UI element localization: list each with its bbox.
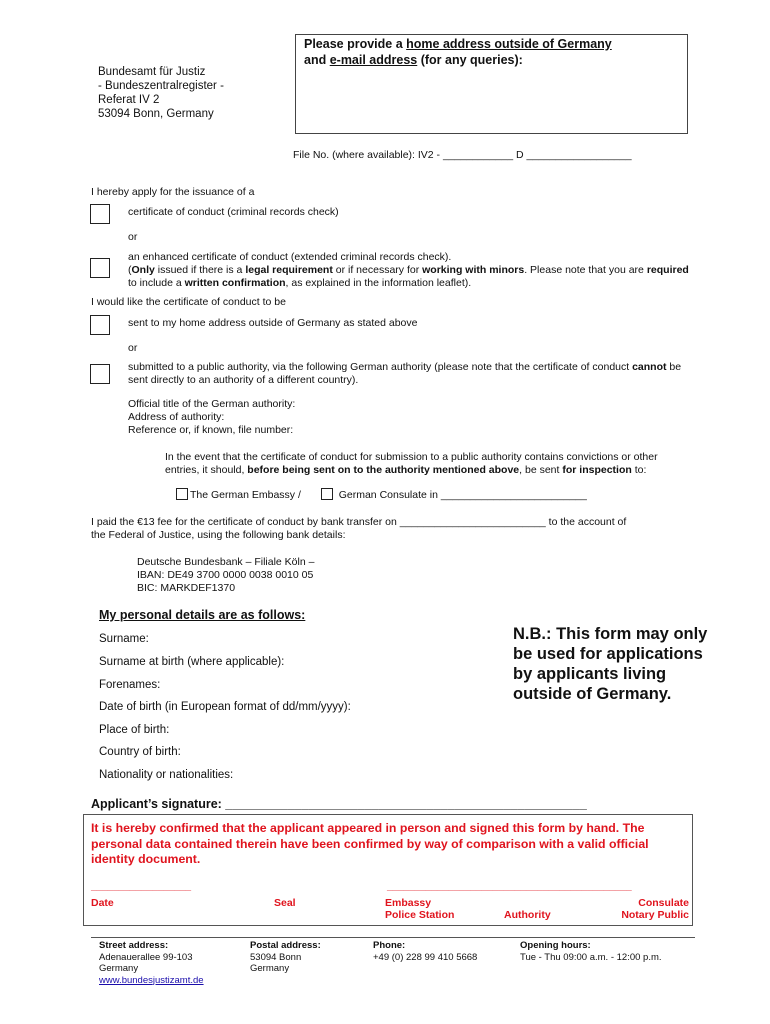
prompt-home-address: home address outside of Germany bbox=[406, 37, 612, 51]
date-line[interactable]: __________________ bbox=[91, 881, 192, 892]
date-label: Date bbox=[91, 897, 114, 909]
inspection-options bbox=[176, 488, 587, 502]
text: legal requirement bbox=[245, 264, 333, 276]
or-label: or bbox=[128, 342, 138, 354]
nb-line: outside of Germany. bbox=[513, 685, 672, 703]
phone-number: +49 (0) 228 99 410 5668 bbox=[373, 951, 478, 963]
notary-public-label: Notary Public bbox=[621, 909, 689, 921]
nb-line: N.B.: This form may only bbox=[513, 625, 708, 643]
police-station-label: Police Station bbox=[385, 909, 455, 921]
authority-label: Authority bbox=[504, 909, 551, 921]
applicant-signature-field[interactable]: Applicant’s signature: ____________________________________________________ bbox=[91, 797, 587, 811]
option-send-home-label: sent to my home address outside of Germany as stated above bbox=[128, 317, 418, 329]
text: for inspection bbox=[562, 464, 632, 476]
footer-phone bbox=[373, 940, 477, 963]
text: be sent directly to an authority of a different country). bbox=[128, 361, 682, 386]
text: working with minors bbox=[422, 264, 525, 276]
prompt-text: (for any queries): bbox=[417, 53, 523, 67]
enhanced-details bbox=[128, 264, 693, 290]
file-number-field[interactable]: File No. (where available): IV2 - ____________ D __________________ bbox=[293, 149, 632, 161]
text: In the event that the certificate of conduct for submission to a public authority contains convictions or other entries, it should, bbox=[165, 451, 658, 476]
text: , as explained in the information leaflet). bbox=[285, 277, 472, 289]
enhanced-line: an enhanced certificate of conduct (extended criminal records check). bbox=[128, 251, 452, 263]
text: , be sent bbox=[519, 464, 563, 476]
nationality-field[interactable]: Nationality or nationalities: bbox=[99, 769, 234, 781]
home-address-box[interactable] bbox=[295, 34, 688, 134]
nb-line: by applicants living bbox=[513, 665, 667, 683]
text: cannot bbox=[632, 361, 667, 373]
seal-label: Seal bbox=[274, 897, 296, 909]
country-of-birth-field[interactable]: Country of birth: bbox=[99, 746, 181, 758]
nb-note bbox=[513, 624, 707, 704]
nb-line: be used for applications bbox=[513, 645, 703, 663]
embassy-label: The German Embassy / bbox=[190, 489, 301, 501]
footer-street bbox=[99, 940, 204, 986]
text: written confirmation bbox=[184, 277, 286, 289]
recipient-address bbox=[98, 65, 224, 121]
confirmation-text: It is hereby confirmed that the applicant appeared in person and signed this form by hand. The personal data contained therein have been confirmed by way of comparison with a valid official identity document. bbox=[91, 821, 649, 866]
address-line: 53094 Bonn, Germany bbox=[98, 108, 214, 120]
surname-at-birth-field[interactable]: Surname at birth (where applicable): bbox=[99, 656, 285, 668]
fee-line-1[interactable]: I paid the €13 fee for the certificate of conduct by bank transfer on _________________________ to the account of bbox=[91, 516, 627, 528]
personal-details-heading: My personal details are as follows: bbox=[99, 608, 306, 622]
authority-reference-label: Reference or, if known, file number: bbox=[128, 424, 294, 436]
text: required bbox=[646, 264, 689, 276]
or-label: or bbox=[128, 231, 138, 243]
footer-postal bbox=[250, 940, 321, 975]
street-line: Germany bbox=[99, 963, 139, 974]
address-line: - Bundeszentralregister - bbox=[98, 80, 224, 92]
text: issued if there is a bbox=[154, 264, 246, 276]
confirmation-box bbox=[83, 814, 693, 926]
forenames-field[interactable]: Forenames: bbox=[99, 679, 161, 691]
address-line: Bundesamt für Justiz bbox=[98, 66, 206, 78]
prompt-email: e-mail address bbox=[329, 53, 418, 67]
checkbox-enhanced-certificate[interactable] bbox=[90, 258, 110, 278]
hours-label: Opening hours: bbox=[520, 940, 591, 951]
option-public-authority-label bbox=[128, 361, 693, 387]
bank-iban: IBAN: DE49 3700 0000 0038 0010 05 bbox=[137, 569, 314, 581]
checkbox-public-authority[interactable] bbox=[90, 364, 110, 384]
address-line: Referat IV 2 bbox=[98, 94, 160, 106]
postal-label: Postal address: bbox=[250, 940, 321, 951]
apply-intro: I hereby apply for the issuance of a bbox=[91, 186, 255, 198]
text: Only bbox=[131, 264, 155, 276]
checkbox-certificate[interactable] bbox=[90, 204, 110, 224]
text: to: bbox=[631, 464, 647, 476]
consulate-label: Consulate bbox=[638, 897, 689, 909]
postal-line: Germany bbox=[250, 963, 290, 974]
option-enhanced-label bbox=[128, 251, 693, 290]
option-certificate-label: certificate of conduct (criminal records check) bbox=[128, 206, 339, 218]
checkbox-send-home[interactable] bbox=[90, 315, 110, 335]
authority-title-label: Official title of the German authority: bbox=[128, 398, 296, 410]
text: . Please note that you are bbox=[524, 264, 647, 276]
text: submitted to a public authority, via the following German authority (please note that the certificate of conduct bbox=[128, 361, 633, 373]
checkbox-german-consulate[interactable] bbox=[321, 488, 333, 500]
embassy-label: Embassy bbox=[385, 897, 432, 909]
prompt-text: and bbox=[304, 53, 330, 67]
fee-line-2: the Federal of Justice, using the following bank details: bbox=[91, 529, 346, 541]
text: to include a bbox=[128, 277, 185, 289]
bank-details bbox=[137, 556, 314, 595]
authority-signature-line[interactable]: ____________________________________________ bbox=[387, 881, 632, 892]
footer-divider bbox=[91, 937, 695, 938]
website-link[interactable]: www.bundesjustizamt.de bbox=[99, 974, 204, 986]
text: before being sent on to the authority mentioned above bbox=[247, 464, 520, 476]
opening-hours: Tue - Thu 09:00 a.m. - 12:00 p.m. bbox=[520, 951, 662, 963]
phone-label: Phone: bbox=[373, 940, 406, 951]
surname-field[interactable]: Surname: bbox=[99, 633, 149, 645]
bank-bic: BIC: MARKDEF1370 bbox=[137, 582, 236, 594]
authority-address-label: Address of authority: bbox=[128, 411, 225, 423]
home-address-prompt bbox=[296, 35, 687, 69]
prompt-text: Please provide a bbox=[304, 37, 407, 51]
text: or if necessary for bbox=[332, 264, 423, 276]
street-label: Street address: bbox=[99, 940, 169, 951]
inspection-note bbox=[165, 451, 690, 477]
footer-hours bbox=[520, 940, 662, 963]
delivery-intro: I would like the certificate of conduct to be bbox=[91, 296, 286, 308]
postal-line: 53094 Bonn bbox=[250, 951, 302, 963]
text: ( bbox=[128, 264, 132, 276]
checkbox-german-embassy[interactable] bbox=[176, 488, 188, 500]
date-of-birth-field[interactable]: Date of birth (in European format of dd/mm/yyyy): bbox=[99, 701, 351, 713]
place-of-birth-field[interactable]: Place of birth: bbox=[99, 724, 170, 736]
consulate-label[interactable]: German Consulate in _________________________ bbox=[338, 489, 587, 501]
street-line: Adenauerallee 99-103 bbox=[99, 951, 193, 963]
bank-name: Deutsche Bundesbank – Filiale Köln – bbox=[137, 556, 315, 568]
authority-fields[interactable] bbox=[128, 398, 295, 437]
